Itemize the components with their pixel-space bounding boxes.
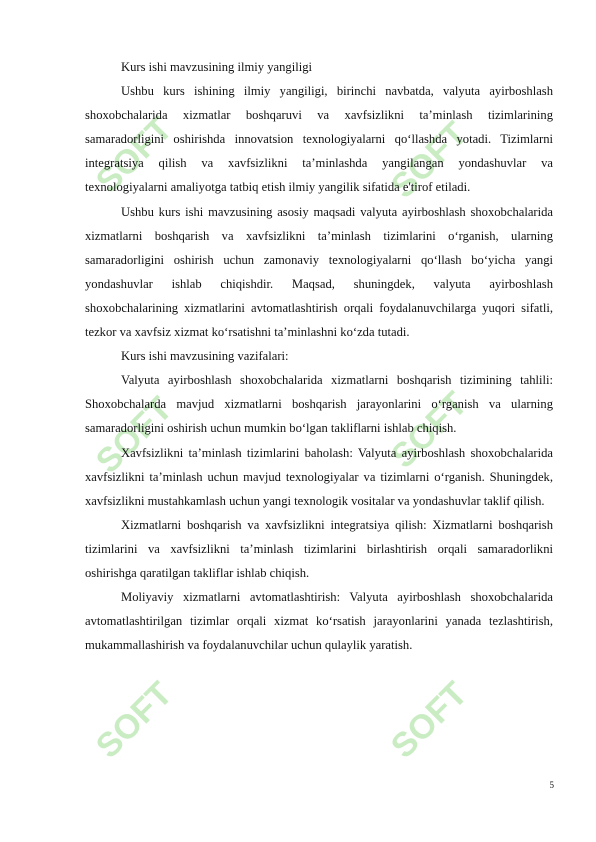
- task-item-integration: Xizmatlarni boshqarish va xavfsizlikni integratsiya qilish: Xizmatlarni boshqarish tizimlarini va xavfsizlikni ta’minlash tizimlarini birlashtirish orqali samaradorlikni oshirishga qaratilgan takliflar ishlab chiqish.: [85, 517, 553, 580]
- paragraph-novelty: Ushbu kurs ishining ilmiy yangiligi, birinchi navbatda, valyuta ayirboshlash shoxobchalarida xizmatlar boshqaruvi va xavfsizlikni ta’minlash tizimlarining samaradorligini oshirishda innovatsion texnologiyalarni qo‘llashda yotadi. Tizimlarni integratsiya qilish va xavfsizlikni ta’minlashda yangilangan yondashuvlar va texnologiyalarni amaliyotga tatbiq etish ilmiy yangilik sifatida e'tirof etiladi.: [85, 84, 553, 195]
- section-heading-novelty: Kurs ishi mavzusining ilmiy yangiligi: [121, 60, 312, 74]
- watermark-text: SOFT: [88, 389, 180, 481]
- watermark-text: SOFT: [88, 674, 180, 766]
- watermark-text: SOFT: [88, 109, 180, 201]
- task-item-analysis: Valyuta ayirboshlash shoxobchalarida xizmatlarni boshqarish tizimining tahlili: Shoxobchalarda mavjud xizmatlarni boshqarish jarayonlarini o‘rganish va ularning samaradorligini oshirish uchun mumkin bo‘lgan takliflarni ishlab chiqish.: [85, 373, 553, 436]
- task-item-automation: Moliyaviy xizmatlarni avtomatlashtirish: Valyuta ayirboshlash shoxobchalarida avtomatlashtirilgan tizimlar orqali xizmat ko‘rsatish jarayonlarini yanada tezlashtirish, mukammallashirish va foydalanuvchilar uchun qulaylik yaratish.: [85, 590, 553, 653]
- task-item-security: Xavfsizlikni ta’minlash tizimlarini baholash: Valyuta ayirboshlash shoxobchalarida xavfsizlikni ta’minlash uchun mavjud texnologiyalar va tizimlarni o‘rganish. Shuningdek, xavfsizlikni mustahkamlash uchun yangi texnologik vositalar va yondashuvlar taklif qilish.: [85, 445, 553, 508]
- page-body: [85, 55, 553, 657]
- watermark-text: SOFT: [383, 384, 475, 476]
- watermark-bottom-right: [384, 675, 475, 766]
- page-number: 5: [549, 780, 554, 790]
- watermark-text: SOFT: [383, 674, 475, 766]
- watermark-bottom-left: [89, 675, 180, 766]
- paragraph-goal: Ushbu kurs ishi mavzusining asosiy maqsadi valyuta ayirboshlash shoxobchalarida xizmatlarni boshqarish va xavfsizlikni ta’minlash tizimlarini o‘rganish, ularning samaradorligini oshirish uchun zamonaviy texnologiyalarni qo‘llash bo‘yicha yangi yondashuvlar ishlab chiqishdir. Maqsad, shuningdek, valyuta ayirboshlash shoxobchalarining xizmatlarini avtomatlashtirish orqali foydalanuvchilarga yuqori sifatli, tezkor va xavfsiz xizmat ko‘rsatishni ta’minlashni ko‘zda tutadi.: [85, 204, 553, 340]
- section-heading-tasks: Kurs ishi mavzusining vazifalari:: [121, 349, 289, 364]
- watermark-text: SOFT: [383, 114, 475, 206]
